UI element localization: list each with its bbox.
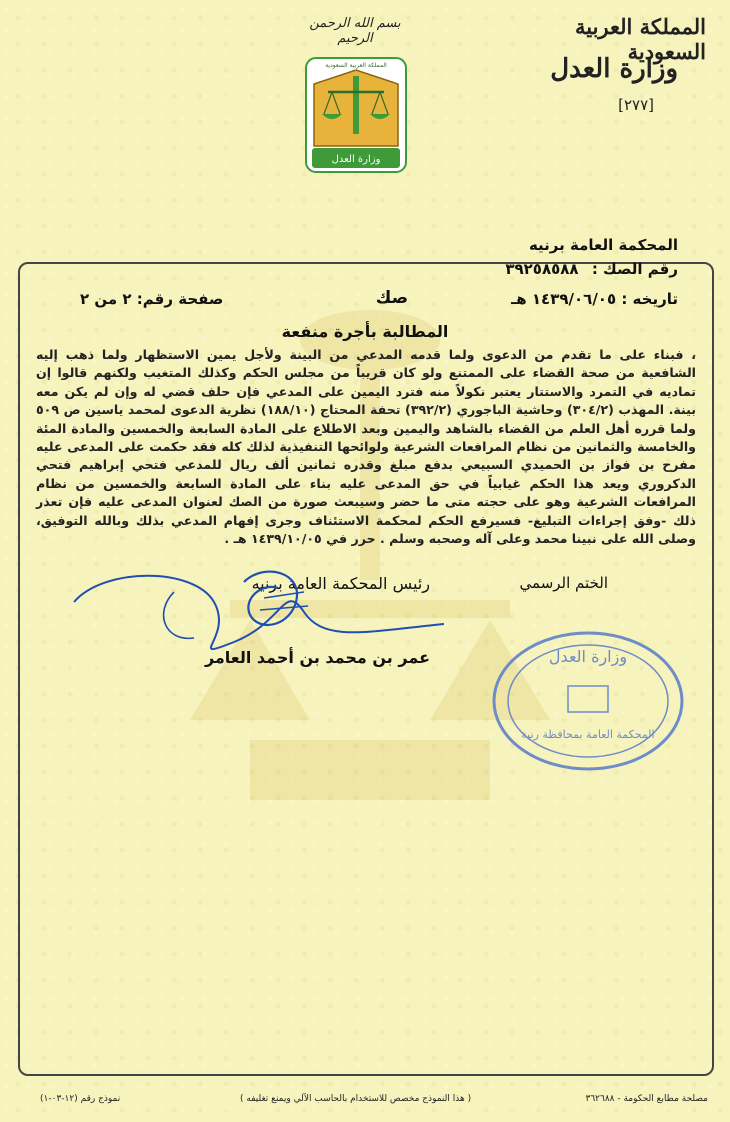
court-president-title: رئيس المحكمة العامة برنيه — [251, 574, 430, 593]
emblem-ministry-text: وزارة العدل — [331, 154, 381, 165]
footer-form-number: نموذج رقم (١٢-٠٣-١) — [40, 1094, 121, 1104]
page-value: ٢ من ٢ — [80, 290, 132, 308]
document-type: صك — [375, 288, 408, 308]
ministry-title: وزارة العدل — [550, 54, 678, 84]
deed-date: تاريخه : ١٤٣٩/٠٦/٠٥ هـ — [511, 290, 678, 308]
case-subject: المطالبة بأجرة منفعة — [281, 322, 449, 341]
kingdom-title: المملكة العربية السعودية — [574, 14, 706, 64]
form-number: [٢٧٧] — [618, 96, 654, 114]
official-round-stamp — [488, 626, 688, 776]
official-seal-label: الختم الرسمي — [519, 574, 608, 592]
deed-number-row — [505, 260, 678, 278]
page-label: صفحة رقم: — [136, 290, 224, 308]
deed-number-label: رقم الصك : — [591, 260, 678, 278]
emblem-kingdom-text: المملكة العربية السعودية — [325, 62, 387, 69]
page-indicator — [80, 290, 223, 308]
page-footer — [0, 1094, 730, 1110]
judge-name: عمر بن محمد بن أحمد العامر — [204, 648, 430, 667]
footer-usage-note: ( هذا النموذج مخصص للاستخدام بالحاسب الآلي ويمنع تغليفه ) — [240, 1094, 472, 1104]
deed-number-value: ٣٩٢٥٨٥٨٨ — [505, 260, 579, 278]
judgment-body-text: ، فبناء على ما تقدم من الدعوى ولما قدمه المدعي من البينة ولأجل يمين الاستظهار ولما ذهب إليه الشافعية من صحة القضاء على الممتنع ولو كان قريباً من مجلس الحكم وكذلك المتغيب ولكنهم قالوا إن تماديه في التمرد والاستتار يعتبر نكولاً منه فترد اليمين على المدعي فإن حلف قضي له وإن لم يكن معه بينة. المهذب (٣٠٤/٢) وحاشية الباجوري (٣٩٢/٢) تحفة المحتاج (١٨٨/١٠) نظرية الدعوى لمحمد ياسين ص ٥٠٩ ولما قرره أهل العلم من القضاء بالشاهد واليمين وبعد الاطلاع على المادة السابعة والخمسين والمادة المئة والخامسة والثمانين من نظام المرافعات الشرعية ولوائحها التنفيذية لذلك كله فقد حكمت على المدعى عليه مفرح بن فواز بن الحميدي السبيعي بدفع مبلغ وقدره ثمانين ألف ريال للمدعي فتحي إبراهيم فتحي الدكروري ويعد هذا الحكم غيابياً في حق المدعى عليه بناء على المادة السابعة والخمسين من نظام المرافعات الشرعية وهو على حجته متى ما حضر وسيبعث صورة من الصك لعنوان المدعى عليه فإن تعذر ذلك -وفق إجراءات التبليغ- فسيرفع الحكم لمحكمة الاستئناف وجرى إفهام المدعي بذلك وبالله التوفيق، وصلى الله على نبينا محمد وعلى آله وصحبه وسلم . حرر في ١٤٣٩/١٠/٠٥ هـ . — [36, 347, 697, 547]
meta-row — [80, 290, 678, 312]
stamp-ministry-text: وزارة العدل — [548, 647, 628, 666]
ministry-emblem-logo — [304, 56, 408, 174]
handwritten-signature — [64, 562, 454, 672]
court-name: المحكمة العامة برنيه — [528, 236, 678, 254]
basmala: بسم الله الرحمن الرحيم — [309, 16, 401, 46]
stamp-court-text: المحكمة العامة بمحافظة رنية — [521, 728, 655, 741]
footer-printer: مصلحة مطابع الحكومة - ٣٦٢٦٨٨ — [585, 1094, 708, 1104]
